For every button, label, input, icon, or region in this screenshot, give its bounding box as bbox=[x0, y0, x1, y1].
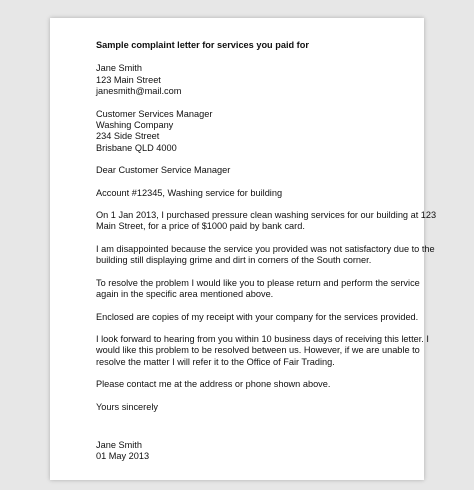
paragraph-purchase bbox=[96, 210, 437, 233]
letter-title: Sample complaint letter for services you paid for bbox=[96, 40, 309, 50]
paragraph-line: would like this problem to be resolved between us. However, if we are unable to bbox=[96, 345, 420, 356]
recipient-role: Customer Services Manager bbox=[96, 108, 213, 119]
sender-name: Jane Smith bbox=[96, 63, 142, 74]
signature-name: Jane Smith bbox=[96, 439, 142, 450]
account-reference: Account #12345, Washing service for building bbox=[96, 187, 283, 198]
letter-page bbox=[50, 18, 437, 480]
paragraph-line: Please contact me at the address or phone shown above. bbox=[96, 379, 331, 390]
letter-content bbox=[96, 40, 437, 474]
paragraph-line: To resolve the problem I would like you to please return and perform the service bbox=[96, 277, 420, 288]
recipient-address bbox=[96, 109, 396, 155]
paragraph-line: I look forward to hearing from you within 10 business days of receiving this letter. I bbox=[96, 333, 429, 344]
paragraph-line: again in the specific area mentioned above. bbox=[96, 289, 274, 300]
sender-email: janesmith@mail.com bbox=[96, 86, 182, 97]
paragraph-resolution bbox=[96, 277, 420, 301]
paragraph-follow-up bbox=[96, 333, 429, 368]
closing: Yours sincerely bbox=[96, 401, 158, 412]
recipient-city: Brisbane QLD 4000 bbox=[96, 142, 177, 153]
signature-space bbox=[96, 424, 396, 440]
recipient-company: Washing Company bbox=[96, 120, 174, 131]
paragraph-line: building still displaying grime and dirt in corners of the South corner. bbox=[96, 255, 372, 266]
recipient-street: 234 Side Street bbox=[96, 131, 160, 142]
paragraph-line: I am disappointed because the service you provided was not satisfactory due to the bbox=[96, 243, 435, 254]
paragraph-line: Enclosed are copies of my receipt with your company for the services provided. bbox=[96, 311, 419, 322]
paragraph-line: resolve the matter I will refer it to the Office of Fair Trading. bbox=[96, 356, 335, 367]
paragraph-line: Main Street, for a price of $1000 paid by bank card. bbox=[96, 221, 305, 232]
sender-street: 123 Main Street bbox=[96, 74, 161, 85]
paragraph-contact bbox=[96, 379, 396, 390]
sender-address bbox=[96, 63, 396, 97]
salutation: Dear Customer Service Manager bbox=[96, 165, 231, 176]
paragraph-complaint bbox=[96, 243, 435, 267]
signature-date: 01 May 2013 bbox=[96, 451, 150, 462]
signature-block bbox=[96, 440, 396, 463]
paragraph-line: On 1 Jan 2013, I purchased pressure clean washing services for our building at 123 bbox=[96, 210, 437, 221]
paragraph-enclosures bbox=[96, 311, 419, 323]
